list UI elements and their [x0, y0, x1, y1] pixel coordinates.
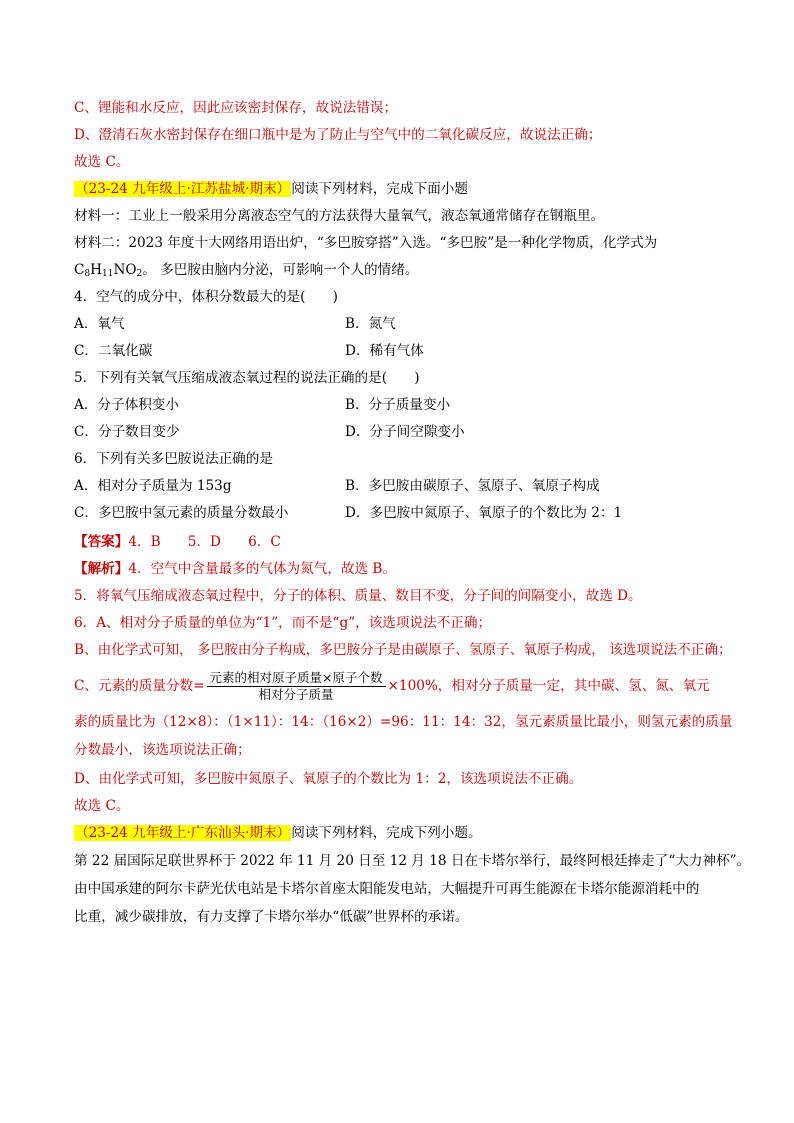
question-6-options-row1	[74, 476, 724, 496]
explanation-5: 5．将氧气压缩成液态氧过程中，分子的体积、质量、数目不变，分子间的间隔变小，故选 D。	[74, 588, 642, 604]
question-5: 5．下列有关氧气压缩成液态氧过程的说法正确的是( )	[74, 370, 420, 386]
question-4-options-row1	[74, 314, 724, 334]
question-4-options-row2	[74, 341, 724, 361]
option-b: B．分子质量变小	[345, 397, 451, 413]
analysis-text: 4．空气中含量最多的气体为氮气，故选 B。	[128, 561, 397, 577]
option-c: C．二氧化碳	[74, 343, 153, 359]
explanation-6c-line3: 分数最小，该选项说法正确；	[74, 742, 251, 758]
source-tag: （23-24 九年级上·广东汕头·期末）	[75, 825, 291, 841]
explanation-6d: D、由化学式可知，多巴胺中氮原子、氧原子的个数比为 1：2，该选项说法不正确。	[74, 771, 583, 787]
option-a: A．氧气	[74, 316, 125, 332]
material-2: 材料二：2023 年度十大网络用语出炉，“多巴胺穿搭”入选。“多巴胺”是一种化学物质，化学式为	[74, 235, 658, 251]
option-d: D．分子间空隙变小	[345, 424, 465, 440]
source-instruction: 阅读下列材料，完成下列小题。	[291, 825, 482, 841]
option-d: D．多巴胺中氮原子、氧原子的个数比为 2：1	[345, 505, 623, 521]
explanation-6b: B、由化学式可知， 多巴胺由分子构成，多巴胺分子是由碳原子、氢原子、氧原子构成， 该选项说法不正确；	[74, 642, 732, 658]
formula: $C_8H_{11}NO_2$	[74, 262, 143, 279]
source-line-1	[74, 179, 468, 199]
option-a: A．相对分子质量为 153g	[74, 478, 232, 494]
question-6: 6．下列有关多巴胺说法正确的是	[74, 451, 273, 467]
answer-line-d: D、澄清石灰水密封保存在细口瓶中是为了防止与空气中的二氧化碳反应，故说法正确；	[74, 127, 602, 143]
option-b: B．多巴胺由碳原子、氢原子、氧原子构成	[345, 478, 600, 494]
material-1: 材料一：工业上一般采用分离液态空气的方法获得大量氧气，液态氧通常储存在钢瓶里。	[74, 208, 605, 224]
analysis-line	[74, 559, 396, 579]
option-a: A．分子体积变小	[74, 397, 179, 413]
answer-text: 4．B 5．D 6．C	[128, 534, 281, 550]
source-line-2	[74, 823, 482, 843]
source-instruction: 阅读下列材料，完成下面小题	[291, 181, 468, 197]
source-tag: （23-24 九年级上·江苏盐城·期末）	[75, 181, 291, 197]
answer-line	[74, 532, 281, 552]
mass-fraction-formula: $\frac{\text{元素的相对原子质量×原子个数}}{\text{相对分子质量}}$	[207, 670, 386, 703]
explanation-6a: 6．A、相对分子质量的单位为“1”，而不是“g”，该选项说法不正确；	[74, 615, 492, 631]
option-c: C．分子数目变少	[74, 424, 180, 440]
answer-line-c: C、锂能和水反应，因此应该密封保存，故说法错误；	[74, 100, 398, 116]
question-6-options-row2	[74, 503, 724, 523]
passage-line-2: 由中国承建的阿尔卡萨光伏电站是卡塔尔首座太阳能发电站，大幅提升可再生能源在卡塔尔能源消耗中的	[74, 881, 700, 897]
passage-line-1: 第 22 届国际足联世界杯于 2022 年 11 月 20 日至 12 月 18 日在卡塔尔举行，最终阿根廷捧走了“大力神杯”。	[74, 853, 751, 869]
explanation-6c: C、元素的质量分数= $\frac{\text{元素的相对原子质量×原子个数}}{\text{相对分子质量}}$ ×100%，相对分子质量一定，其中碳、氢、氮、氧元	[74, 670, 710, 702]
option-b: B．氮气	[345, 316, 396, 332]
passage-line-3: 比重，减少碳排放，有力支撑了卡塔尔举办“低碳”世界杯的承诺。	[74, 909, 469, 925]
question-4: 4．空气的成分中，体积分数最大的是( )	[74, 289, 338, 305]
option-c: C．多巴胺中氢元素的质量分数最小	[74, 505, 289, 521]
answer-choice: 故选 C。	[74, 154, 130, 170]
question-5-options-row2	[74, 422, 724, 442]
option-d: D．稀有气体	[345, 343, 424, 359]
material-2-cont: $C_8H_{11}NO_2$。 多巴胺由脑内分泌，可影响一个人的情绪。	[74, 262, 419, 279]
final-choice: 故选 C。	[74, 798, 130, 814]
answer-label: 【答案】	[74, 534, 129, 550]
question-5-options-row1	[74, 395, 724, 415]
explanation-6c-line2: 素的质量比为（12×8）：（1×11）：14：（16×2）=96：11：14：32，氢元素质量比最小，则氢元素的质量	[74, 714, 733, 730]
analysis-label: 【解析】	[74, 561, 129, 577]
